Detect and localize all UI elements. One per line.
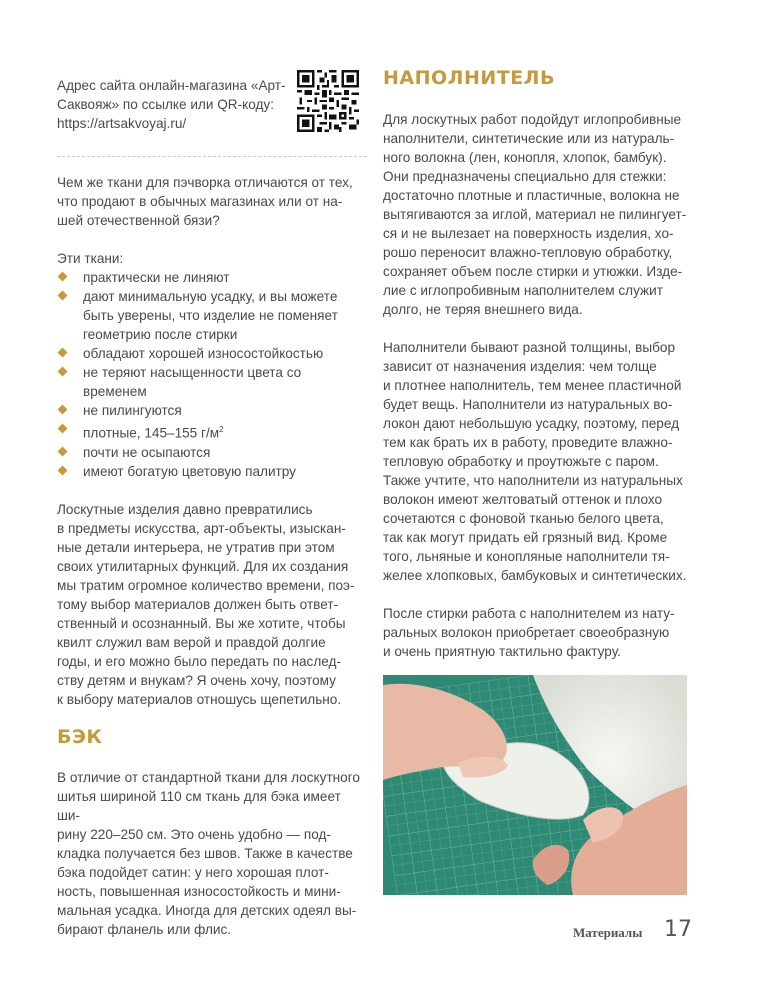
list-item-text: быть уверены, что изделие не поменяет	[83, 308, 338, 323]
diamond-bullet-icon	[58, 446, 68, 456]
text-line: и плотнее наполнитель, тем менее пластичной	[383, 378, 682, 393]
superscript: 2	[219, 425, 224, 434]
text-line: и очень приятную тактильно фактуру.	[383, 644, 621, 659]
list-item	[57, 344, 367, 363]
text-line: желее хлопковых, бамбуковых и синтетических.	[383, 568, 687, 583]
fabric-properties-list	[57, 268, 367, 481]
list-item	[57, 462, 367, 481]
list-item-text: обладают хорошей износостойкостью	[83, 346, 324, 361]
diamond-bullet-icon	[58, 424, 68, 434]
text-line: В отличие от стандартной ткани для лоскутного	[57, 769, 360, 785]
qr-code-icon[interactable]	[297, 70, 359, 132]
text-line: своих утилитарных функций. Для их создания	[57, 558, 349, 574]
text-line: в предметы искусства, арт-объекты, изыскан-	[57, 520, 346, 536]
right-column	[383, 110, 688, 661]
text-line: так как могут придать ей грязный вид. Кроме	[383, 530, 668, 545]
list-item-text: практически не линяют	[83, 270, 230, 285]
text-line: Наполнители бывают разной толщины, выбор	[383, 340, 676, 355]
text-line: бэка подойдет сатин: у него хорошая плот-	[57, 864, 329, 880]
diamond-bullet-icon	[58, 367, 68, 377]
list-item	[57, 287, 367, 344]
list-item-text: геометрию после стирки	[83, 327, 238, 342]
text-line: рину 220–250 см. Это очень удобно — под-	[57, 826, 331, 842]
text-line: квилт служил вам верой и правдой долгие	[57, 634, 326, 650]
page-number: 17	[664, 917, 692, 942]
text-line: Для лоскутных работ подойдут иглопробивные	[383, 112, 682, 127]
text-line: локон дают небольшую усадку, поэтому, перед	[383, 416, 680, 431]
diamond-bullet-icon	[58, 348, 68, 358]
patchwork-paragraph	[57, 500, 367, 709]
text-line: сочетаются с фоновой тканью белого цвета,	[383, 511, 664, 526]
text-line: ральных волокон приобретает своеобразную	[383, 625, 670, 640]
list-item-text: не теряют насыщенности цвета со временем	[83, 365, 302, 399]
text-line: мальная усадка. Иногда для детских одеял вы-	[57, 902, 357, 918]
text-line: кладка получается без швов. Также в качестве	[57, 845, 353, 861]
text-line: ству детям и внукам? Я очень хочу, поэтому	[57, 672, 336, 688]
filler-paragraph-2	[383, 338, 688, 585]
diamond-bullet-icon	[58, 465, 68, 475]
text-line: наполнители, синтетические или из натураль-	[383, 131, 675, 146]
list-item-text: дают минимальную усадку, и вы можете	[83, 289, 338, 304]
diamond-bullet-icon	[58, 272, 68, 282]
list-item	[57, 268, 367, 287]
text-line: ственный и осознанный. Вы же хотите, чтобы	[57, 615, 346, 631]
text-line: Они предназначены специально для стежки:	[383, 169, 667, 184]
text-line: тепловую обработку и проутюжьте с паром.	[383, 454, 659, 469]
list-item-text: не пилингуются	[83, 403, 182, 418]
back-paragraph	[57, 768, 367, 939]
text-line: вытягиваются за иглой, материал не пилингует-	[383, 207, 687, 222]
diamond-bullet-icon	[58, 291, 68, 301]
list-item	[57, 443, 367, 462]
text-line: Также учтите, что наполнители из натуральных	[383, 473, 683, 488]
text-line: долго, не теряя внешнего вида.	[383, 302, 583, 317]
text-line: годы, и его можно было передать по наслед-	[57, 653, 342, 669]
text-line: После стирки работа с наполнителем из нату-	[383, 606, 675, 621]
section-heading-back: БЭК	[57, 725, 103, 748]
text-line: Чем же ткани для пэчворка отличаются от тех,	[57, 175, 353, 190]
text-line: шей отечественной бязи?	[57, 213, 220, 228]
list-item-text: почти не осыпаются	[83, 444, 211, 460]
list-item	[57, 363, 367, 401]
list-item-text: имеют богатую цветовую палитру	[83, 463, 296, 479]
list-lead: Эти ткани:	[57, 251, 124, 266]
text-line: Лоскутные изделия давно превратились	[57, 501, 313, 517]
text-line: мы тратим огромное количество времени, поэ-	[57, 577, 355, 593]
text-line: волокон имеют желтоватый оттенок и плохо	[383, 492, 663, 507]
dashed-divider	[57, 156, 367, 157]
filler-paragraph-3	[383, 604, 688, 661]
text-line: рошо переносит влажно-тепловую обработку,	[383, 245, 673, 260]
text-line: тем как брать их в работу, проведите влажно-	[383, 435, 673, 450]
filler-paragraph-1	[383, 110, 688, 319]
shop-link-block	[57, 76, 367, 142]
text-line: сохраняет объем после стирки и утюжки. Изде-	[383, 264, 683, 279]
text-line: достаточно плотные и пластичные, волокна не	[383, 188, 680, 203]
intro-paragraph	[57, 173, 367, 230]
list-item	[57, 401, 367, 420]
text-line: ного волокна (лен, конопля, хлопок, бамбук).	[383, 150, 667, 165]
shop-text-line: Адрес сайта онлайн-магазина «Арт-	[57, 78, 286, 93]
text-line: того, льняные и конопляные наполнители тя-	[383, 549, 670, 564]
text-line: к выбору материалов отношусь щепетильно.	[57, 691, 342, 707]
footer-section-label: Материалы	[573, 925, 643, 940]
text-line: зависит от назначения изделия: чем толще	[383, 359, 657, 374]
list-item	[57, 420, 367, 443]
text-line: что продают в обычных магазинах или от на-	[57, 194, 343, 209]
list-item-text: плотные, 145–155 г/м	[83, 425, 220, 441]
left-column	[57, 76, 367, 939]
text-line: ность, повышенная износостойкость и мини-	[57, 883, 341, 899]
section-heading-filler: НАПОЛНИТЕЛЬ	[383, 67, 555, 89]
text-line: шитья шириной 110 см ткань для бэка имеет ши-	[57, 788, 341, 823]
hands-with-batting-illustration	[383, 675, 687, 895]
batting-photo	[383, 675, 687, 895]
text-line: лие с иглопробивным наполнителем служит	[383, 283, 663, 298]
text-line: тому выбор материалов должен быть ответ-	[57, 596, 339, 612]
text-line: ся и не вылезает на поверхность изделия, хо-	[383, 226, 674, 241]
diamond-bullet-icon	[58, 405, 68, 415]
shop-url[interactable]: https://artsakvoyaj.ru/	[57, 116, 187, 131]
text-line: будет вещь. Наполнители из натуральных во-	[383, 397, 673, 412]
text-line: ные детали интерьера, не утратив при этом	[57, 539, 335, 555]
text-line: бирают фланель или флис.	[57, 921, 232, 937]
shop-link-text	[57, 76, 289, 133]
shop-text-line: Саквояж» по ссылке или QR-коду:	[57, 97, 275, 112]
